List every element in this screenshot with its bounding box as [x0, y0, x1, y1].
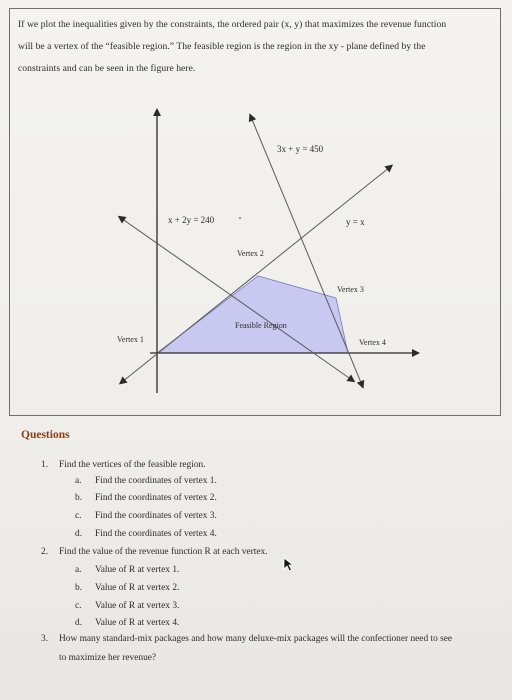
question-2c-letter: c.	[75, 601, 82, 611]
question-2d-letter: d.	[75, 618, 83, 628]
intro-line-2: will be a vertex of the “feasible region.” The feasible region is the region in the xy - plane defined by the	[18, 41, 426, 52]
question-1b-letter: b.	[75, 493, 83, 503]
question-2c-text: Value of R at vertex 3.	[95, 601, 180, 611]
question-2d-text: Value of R at vertex 4.	[95, 618, 180, 628]
question-3-text-line-2: to maximize her revenue?	[59, 653, 157, 663]
question-2b-letter: b.	[75, 583, 83, 593]
question-3-text-line-1: How many standard-mix packages and how many deluxe-mix packages will the confectioner need to see	[59, 634, 453, 644]
question-2-text: Find the value of the revenue function R at each vertex.	[59, 547, 268, 557]
intro-line-3: constraints and can be seen in the figure here.	[18, 63, 196, 74]
question-1d-letter: d.	[75, 529, 83, 539]
mouse-pointer-icon	[283, 557, 295, 573]
label-3x-plus-y: 3x + y = 450	[277, 144, 324, 154]
question-2b-text: Value of R at vertex 2.	[95, 583, 180, 593]
label-vertex-3: Vertex 3	[337, 285, 364, 294]
intro-line-1: If we plot the inequalities given by the constraints, the ordered pair (x, y) that maximizes the revenue function	[18, 19, 447, 30]
question-2-number: 2.	[41, 547, 49, 557]
question-2a-text: Value of R at vertex 1.	[95, 565, 180, 575]
label-vertex-4: Vertex 4	[359, 338, 386, 347]
question-1d-text: Find the coordinates of vertex 4.	[95, 529, 217, 539]
question-1b-text: Find the coordinates of vertex 2.	[95, 493, 217, 503]
label-vertex-2: Vertex 2	[237, 249, 264, 258]
label-feasible-region: Feasible Region	[235, 321, 287, 330]
question-1a-letter: a.	[75, 476, 82, 486]
label-y-equals-x: y = x	[346, 217, 365, 227]
question-2a-letter: a.	[75, 565, 82, 575]
dot-mark	[239, 217, 241, 219]
question-1-number: 1.	[41, 460, 49, 470]
question-1c-letter: c.	[75, 511, 82, 521]
question-1c-text: Find the coordinates of vertex 3.	[95, 511, 217, 521]
question-1a-text: Find the coordinates of vertex 1.	[95, 476, 217, 486]
questions-heading: Questions	[21, 429, 70, 441]
label-x-plus-2y: x + 2y = 240	[168, 215, 215, 225]
label-vertex-1: Vertex 1	[117, 335, 144, 344]
question-1-text: Find the vertices of the feasible region.	[59, 460, 206, 470]
question-3-number: 3.	[41, 634, 49, 644]
feasible-region	[157, 276, 348, 353]
